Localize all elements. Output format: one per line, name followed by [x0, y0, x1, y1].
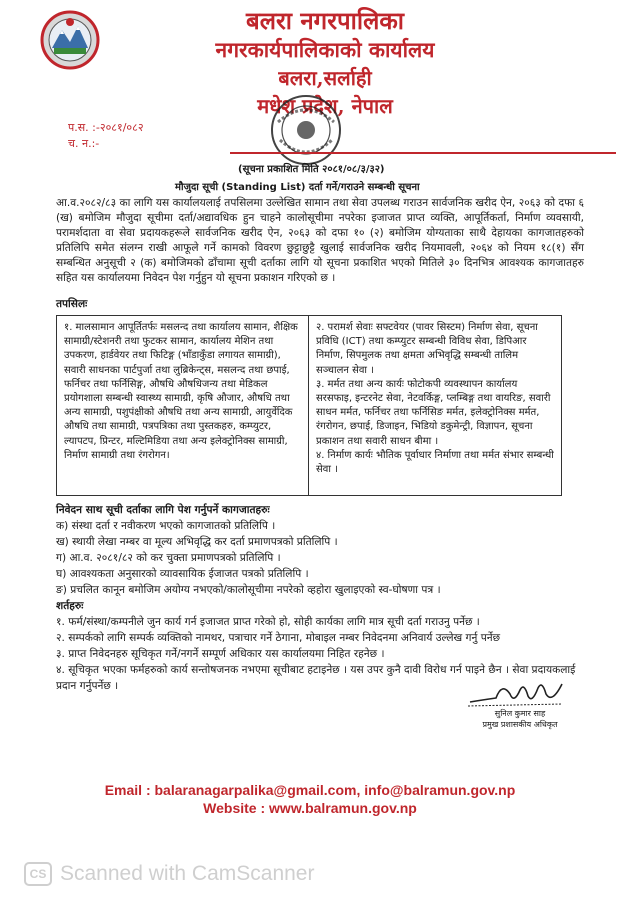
consulting-category: २. परामर्श सेवाः सफ्टवेयर (पावर सिस्टम) निर्माण सेवा, सूचना प्रविधि (ICT) तथा कम्प्युटर सम्बन्धी विविध सेवा, डिपिआर निर्माण, सिपमुलक तथा क्षमता अभिवृद्धि सम्बन्धी तालिम सञ्चालन सेवा ।	[316, 322, 538, 376]
repair-category: ३. मर्मत तथा अन्य कार्यः फोटोकपी व्यवस्थापन कार्यालय सरसफाइ, इन्टरनेट सेवा, नेटवर्किङ्ग, प्लम्बिङ्ग तथा वायरिङ, सवारी साधन मर्मत, फर्निचर तथा फर्निसिङ मर्मत, इलेक्ट्रोनिक्स मर्मत, रंगरोगन, छपाई, डिजाइन, भिडियो डकुमेन्ट्री, विज्ञापन, सूचना प्रकाशन तथा सवारी साधन बीमा ।	[316, 378, 551, 447]
document-item: ग) आ.व. २०८१/८२ को कर चुक्ता प्रमाणपत्रको प्रतिलिपि ।	[56, 552, 281, 564]
document-item: ङ) प्रचलित कानून बमोजिम अयोग्य नभएको/कालोसूचीमा नपरेको व्हहोरा खुलाइएको स्व-घोषणा पत्र ।	[56, 584, 441, 596]
required-documents	[56, 502, 596, 598]
documents-heading: निवेदन साथ सूची दर्ताका लागि पेश गर्नुपर्ने कागजातहरुः	[56, 504, 270, 516]
terms-heading: शर्तहरुः	[56, 600, 84, 612]
camscanner-icon: CS	[24, 862, 52, 886]
term-item: २. सम्पर्कको लागि सम्पर्क व्यक्तिको नामथर, पत्राचार गर्ने ठेगाना, मोबाइल नम्बर निवेदनमा अनिवार्य उल्लेख गर्नु पर्नेछ	[56, 632, 501, 644]
contact-website: Website : www.balramun.gov.np	[203, 800, 417, 816]
construction-category: ४. निर्माण कार्यः भौतिक पूर्वाधार निर्माणा तथा मर्मत संभार सम्बन्धी सेवा ।	[316, 449, 554, 476]
municipality-logo	[40, 8, 100, 72]
office-type: नगरकार्यपालिकाको कार्यालय	[215, 37, 435, 62]
reference-number: प.स. :-२०८१/०८२	[68, 121, 144, 134]
document-item: घ) आवश्यकता अनुसारको व्यावसायिक ईजाजत पत्रको प्रतिलिपि ।	[56, 568, 309, 580]
notice-number: (सूचना प्रकाशित मिति २०८१/०८/३/३२)	[238, 164, 385, 175]
document-item: क) संस्था दर्ता र नवीकरण भएको कागजातको प्रतिलिपि ।	[56, 520, 276, 532]
notice-subject: मौजुदा सूची (Standing List) दर्ता गर्ने/गराउने सम्बन्धी सूचना	[175, 182, 420, 193]
notice-body: आ.व.२०८२/८३ का लागि यस कार्यालयलाई तपसिलमा उल्लेखित सामान तथा सेवा उपलब्ध गराउन सार्वजनिक खरीद ऐन, २०६३ को दफा ६ (ख) बमोजिम मौजुदा सूचीमा दर्ता/अद्यावधिक हुन चाहने कालोसूचीमा नपरेका इजाजत प्राप्त व्यक्ति, आपूर्तिकर्ता, निर्माण व्यवसायी, परामर्शदाता वा सेवा प्रदायकहरूले सार्वजनिक खरीद ऐन, २०६३ को दफा १० (२) बमोजिम योग्यताका साथै देहायका कागजातहरुको प्रतिलिपि समेत संलग्न राखी आफूले गर्ने कामको विवरण छुट्टाछुट्टै खुलाई सार्वजनिक खरीद नियमावली, २०६४ को नियम १८(१) सँग सम्बन्धित अनुसूची २ (क) बमोजिमको ढाँचामा सूची दर्ताका लागि यो सूचना प्रकाशित भएको मितिले ३० दिनभित्र आवश्यक कागजातहरु सहित यस कार्यालयमा निवेदन पेश गर्नुहुन यो सूचना प्रकाशन गरिएको छ ।	[56, 197, 584, 284]
signatory-title: प्रमुख प्रशासकीय अधिकृत	[482, 720, 558, 729]
contact-email: Email : balaranagarpalika@gmail.com, info@balramun.gov.np	[104, 782, 516, 798]
scanner-watermark	[24, 862, 314, 886]
header-divider	[230, 152, 616, 154]
term-item: ३. प्राप्त निवेदनहरु सूचिकृत गर्ने/नगर्ने सम्पूर्ण अधिकार यस कार्यालयमा निहित रहनेछ ।	[56, 648, 385, 660]
dispatch-number: च. न.:-	[68, 137, 100, 150]
office-seal-stamp	[268, 92, 344, 168]
term-item: १. फर्म/संस्था/कम्पनीले जुन कार्य गर्न इजाजत प्राप्त गरेको हो, सोही कार्यका लागि मात्र सूची दर्ता गराउनु पर्नेछ ।	[56, 616, 480, 628]
signatory-block	[470, 708, 570, 730]
goods-category: १. मालसामान आपूर्तितर्फः मसलन्द तथा कार्यालय सामान, शैक्षिक सामाग्री/स्टेशनरी तथा फुटकर सामान, कार्यालय मेशिन तथा उपकरण, हार्डवेयर तथा फिटिङ्ग (भाँडाकुँडा लगायत सामाग्री), सवारी साधनका पार्टपुर्जा तथा लुब्रिकेन्ट्स, मसलन्द तथा छपाई, फर्निचर तथा फर्निसिङ्ग, औषधि औषधिजन्य तथा मेडिकल प्रयोगशाला सम्बन्धी स्वास्थ्य सामाग्री, कृषि औजार, औषधि तथा अन्य सामाग्री, पशुपंक्षीको औषधि तथा अन्य सामाग्री, आयुर्वेदिक औषधि तथा सामाग्री, पत्रपत्रिका तथा पुस्तकहरु, कम्प्युटर, ल्यापटप, प्रिन्टर, मल्टिमिडिया तथा अन्य इलेक्ट्रोनिक्स सामाग्री, निर्माण सामाग्री तथा रंगरोगन।	[57, 316, 309, 495]
office-name: बलरा नगरपालिका	[246, 6, 404, 35]
term-item: ४. सूचिकृत भएका फर्महरुको कार्य सन्तोषजनक नभएमा सूचीबाट हटाइनेछ । यस उपर कुनै दावी विरोध गर्न पाइने छैन । सेवा प्रदायकलाई प्रदान गर्नुपर्नेछ ।	[56, 664, 576, 692]
signatory-name: सुनिल कुमार साह	[494, 709, 546, 718]
categories-label: तपसिलः	[56, 298, 88, 310]
signature	[462, 676, 572, 710]
services-column	[309, 316, 561, 495]
office-province: मधेश प्रदेश, नेपाल	[257, 94, 393, 118]
document-item: ख) स्थायी लेखा नम्बर वा मूल्य अभिवृद्धि कर दर्ता प्रमाणपत्रको प्रतिलिपि ।	[56, 536, 338, 548]
categories-table	[56, 315, 562, 496]
office-address: बलरा,सर्लाही	[278, 66, 372, 90]
watermark-text: Scanned with CamScanner	[60, 862, 315, 885]
